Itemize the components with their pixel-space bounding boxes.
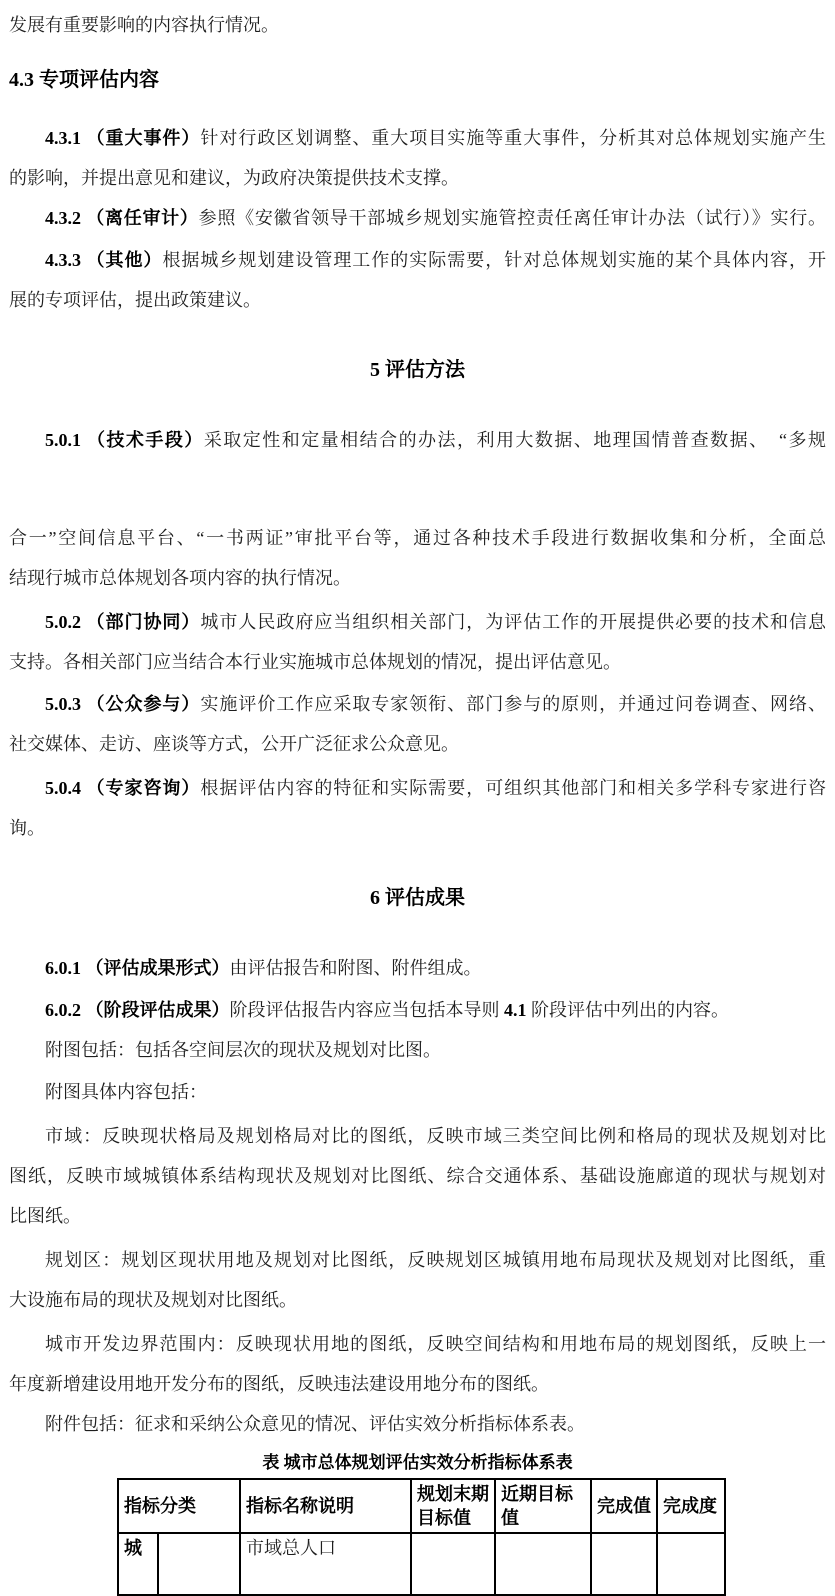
cell-completion-rate: [657, 1533, 725, 1595]
clause-5-0-3-line2: [9, 724, 826, 764]
clause-4-3-2: [9, 198, 826, 238]
para-shiyu-line1: [9, 1116, 826, 1156]
para-attached-figures: [9, 1030, 826, 1070]
body-text: 图纸，反映市域城镇体系结构现状及规划对比图纸、综合交通体系、基础设施廊道的现状与规划对: [9, 1166, 826, 1186]
heading-text: 5 评估方法: [370, 359, 465, 381]
clause-5-0-2-line2: [9, 642, 826, 682]
body-text: 发展有重要影响的内容执行情况。: [9, 15, 279, 35]
cell-category: 城: [118, 1533, 158, 1595]
body-text: 采取定性和定量相结合的办法，利用大数据、地理国情普查数据、 “多规: [203, 430, 826, 450]
clause-label: 4.3.1 （重大事件）: [45, 128, 201, 148]
clause-5-0-1-line1: [9, 420, 826, 460]
body-text: 支持。各相关部门应当结合本行业实施城市总体规划的情况，提出评估意见。: [9, 652, 621, 672]
body-text: 年度新增建设用地开发分布的图纸，反映违法建设用地分布的图纸。: [9, 1374, 549, 1394]
clause-label: 4.3.3 （其他）: [45, 250, 163, 270]
clause-4-3-1-line2: [9, 158, 826, 198]
clause-label: 5.0.4 （专家咨询）: [45, 778, 201, 798]
table-row: [118, 1533, 725, 1595]
chapter-heading-5: [9, 350, 826, 390]
paragraph-continuation: [9, 5, 826, 45]
table-header-row: [118, 1479, 725, 1533]
body-text: 针对行政区划调整、重大项目实施等重大事件，分析其对总体规划实施产生: [200, 128, 826, 148]
body-text: 城市人民政府应当组织相关部门，为评估工作的开展提供必要的技术和信息: [200, 612, 826, 632]
clause-reference: 4.1: [504, 1000, 527, 1020]
body-text: 城市开发边界范围内：反映现状用地的图纸，反映空间结构和用地布局的规划图纸，反映上一: [45, 1334, 826, 1354]
cell-plan-end-target: [411, 1533, 495, 1595]
clause-4-3-3-line1: [9, 240, 826, 280]
body-text: 附件包括：征求和采纳公众意见的情况、评估实效分析指标体系表。: [45, 1414, 585, 1434]
clause-5-0-3-line1: [9, 684, 826, 724]
cell-near-term-target: [495, 1533, 591, 1595]
clause-label: 5.0.1 （技术手段）: [45, 430, 204, 450]
body-text: 参照《安徽省领导干部城乡规划实施管控责任离任审计办法（试行）》实行。: [198, 208, 826, 228]
header-plan-end-target: 规划末期目标值: [411, 1479, 495, 1533]
body-text: 合一”空间信息平台、“一书两证”审批平台等，通过各种技术手段进行数据收集和分析，全面总: [9, 528, 826, 548]
chapter-heading-6: [9, 878, 826, 918]
clause-6-0-2: [9, 990, 826, 1030]
clause-label: 5.0.2 （部门协同）: [45, 612, 201, 632]
cell-completed-value: [591, 1533, 657, 1595]
clause-4-3-3-line2: [9, 280, 826, 320]
para-figure-details: [9, 1072, 826, 1112]
body-text: 阶段评估报告内容应当包括本导则: [229, 1000, 504, 1020]
heading-text: 6 评估成果: [370, 887, 465, 909]
clause-5-0-1-line3: [9, 558, 826, 598]
body-text: 附图具体内容包括：: [45, 1082, 207, 1102]
para-development-boundary-line2: [9, 1364, 826, 1404]
body-text: 根据评估内容的特征和实际需要，可组织其他部门和相关多学科专家进行咨: [200, 778, 826, 798]
indicator-system-table: [117, 1478, 726, 1596]
clause-5-0-1-line2: [9, 518, 826, 558]
clause-6-0-1: [9, 948, 826, 988]
clause-5-0-2-line1: [9, 602, 826, 642]
body-text: 市域：反映现状格局及规划格局对比的图纸，反映市域三类空间比例和格局的现状及规划对比: [45, 1126, 826, 1146]
body-text: 询。: [9, 818, 45, 838]
para-shiyu-line2: [9, 1156, 826, 1196]
clause-label: 6.0.2 （阶段评估成果）: [45, 1000, 230, 1020]
body-text: 大设施布局的现状及规划对比图纸。: [9, 1290, 297, 1310]
caption-text: 表 城市总体规划评估实效分析指标体系表: [262, 1453, 573, 1472]
para-guihuaqu-line2: [9, 1280, 826, 1320]
header-completed-value: 完成值: [591, 1479, 657, 1533]
para-shiyu-line3: [9, 1196, 826, 1236]
body-text: 规划区：规划区现状用地及规划对比图纸，反映规划区城镇用地布局现状及规划对比图纸，重: [45, 1250, 826, 1270]
clause-label: 4.3.2 （离任审计）: [45, 208, 199, 228]
clause-label: 6.0.1 （评估成果形式）: [45, 958, 230, 978]
header-completion-rate: 完成度: [657, 1479, 725, 1533]
para-attachments: [9, 1404, 826, 1444]
body-text: 的影响，并提出意见和建议，为政府决策提供技术支撑。: [9, 168, 459, 188]
clause-4-3-1-line1: [9, 118, 826, 158]
body-text: 比图纸。: [9, 1206, 81, 1226]
body-text: 实施评价工作应采取专家领衔、部门参与的原则，并通过问卷调查、网络、: [200, 694, 826, 714]
para-development-boundary-line1: [9, 1324, 826, 1364]
section-heading-4-3: [9, 60, 826, 100]
body-text: 展的专项评估，提出政策建议。: [9, 290, 261, 310]
body-text: 阶段评估中列出的内容。: [526, 1000, 729, 1020]
clause-label: 5.0.3 （公众参与）: [45, 694, 201, 714]
heading-text: 4.3 专项评估内容: [9, 69, 159, 91]
body-text: 根据城乡规划建设管理工作的实际需要，针对总体规划实施的某个具体内容，开: [162, 250, 826, 270]
body-text: 由评估报告和附图、附件组成。: [229, 958, 482, 978]
body-text: 社交媒体、走访、座谈等方式，公开广泛征求公众意见。: [9, 734, 459, 754]
table-caption: [9, 1450, 826, 1476]
clause-5-0-4-line2: [9, 808, 826, 848]
body-text: 结现行城市总体规划各项内容的执行情况。: [9, 568, 351, 588]
para-guihuaqu-line1: [9, 1240, 826, 1280]
header-indicator-category: 指标分类: [118, 1479, 240, 1533]
cell-indicator-name: 市域总人口: [240, 1533, 411, 1595]
header-near-term-target: 近期目标值: [495, 1479, 591, 1533]
clause-5-0-4-line1: [9, 768, 826, 808]
header-indicator-name: 指标名称说明: [240, 1479, 411, 1533]
cell-subcategory: [158, 1533, 240, 1595]
body-text: 附图包括：包括各空间层次的现状及规划对比图。: [45, 1040, 441, 1060]
